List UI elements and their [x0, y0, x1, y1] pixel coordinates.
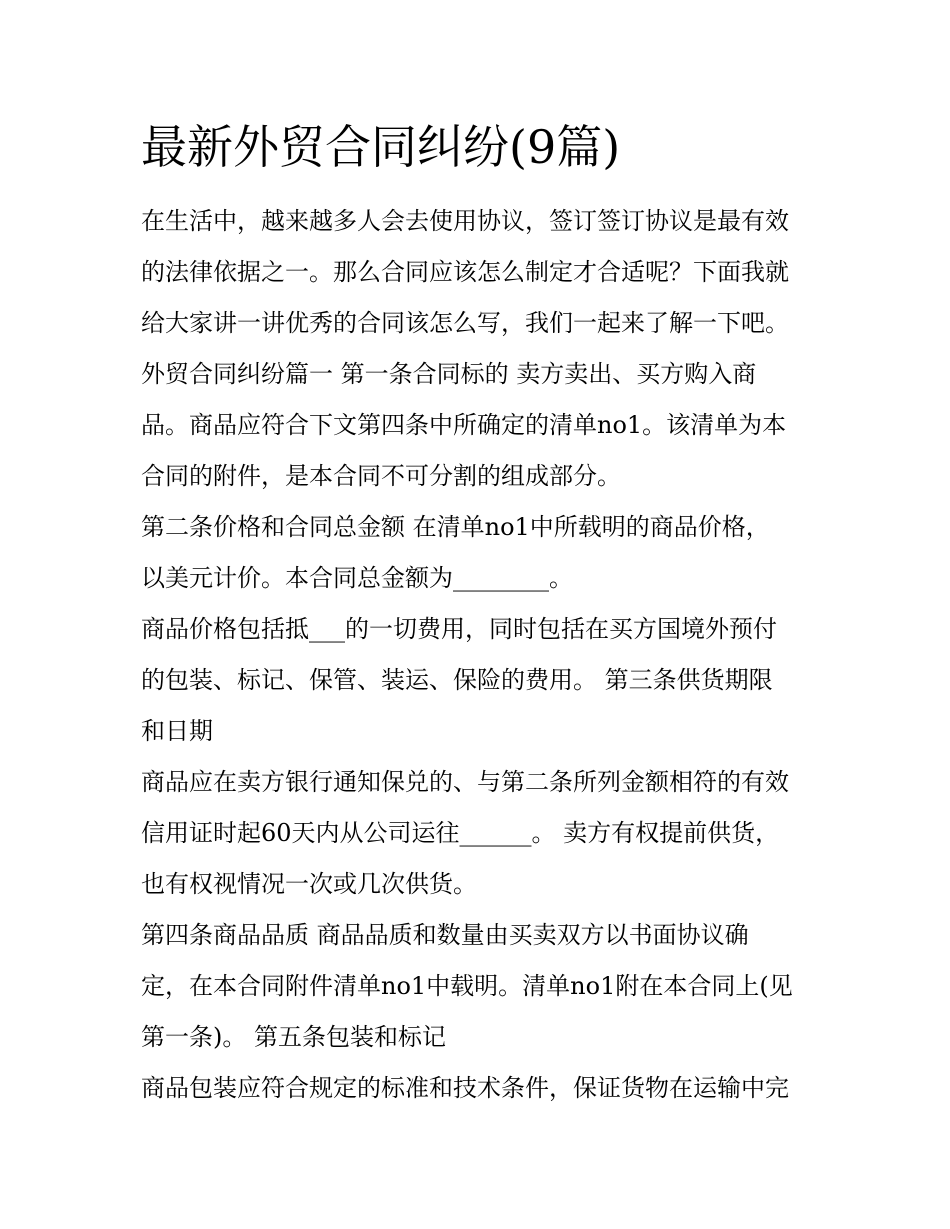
text-line: 合同的附件，是本合同不可分割的组成部分。	[141, 462, 621, 490]
text-line: 在生活中，越来越多人会去使用协议，签订签订协议是最有效	[141, 207, 789, 235]
text-line: 商品价格包括抵___的一切费用，同时包括在买方国境外预付	[141, 615, 777, 643]
text-line: 商品包装应符合规定的标准和技术条件，保证货物在运输中完	[141, 1074, 789, 1102]
text-line: 第四条商品品质 商品品质和数量由买卖双方以书面协议确	[141, 921, 749, 949]
document-title: 最新外贸合同纠纷(9篇)	[141, 120, 621, 174]
text-line: 也有权视情况一次或几次供货。	[141, 870, 477, 898]
text-line: 外贸合同纠纷篇一 第一条合同标的 卖方卖出、买方购入商	[141, 360, 757, 388]
text-line: 和日期	[141, 717, 213, 745]
text-line: 信用证时起60天内从公司运往______。 卖方有权提前供货，	[141, 819, 780, 847]
text-line: 的包装、标记、保管、装运、保险的费用。 第三条供货期限	[141, 666, 773, 694]
text-line: 品。商品应符合下文第四条中所确定的清单no1。该清单为本	[141, 411, 787, 439]
document-body	[141, 196, 831, 1114]
text-line: 第二条价格和合同总金额 在清单no1中所载明的商品价格，	[141, 513, 770, 541]
text-line: 第一条)。 第五条包装和标记	[141, 1023, 446, 1051]
text-line: 给大家讲一讲优秀的合同该怎么写，我们一起来了解一下吧。	[141, 309, 789, 337]
text-line: 定，在本合同附件清单no1中载明。清单no1附在本合同上(见	[141, 972, 793, 1000]
text-line: 商品应在卖方银行通知保兑的、与第二条所列金额相符的有效	[141, 768, 789, 796]
text-line: 以美元计价。本合同总金额为________。	[141, 564, 573, 592]
text-line: 的法律依据之一。那么合同应该怎么制定才合适呢？下面我就	[141, 258, 789, 286]
